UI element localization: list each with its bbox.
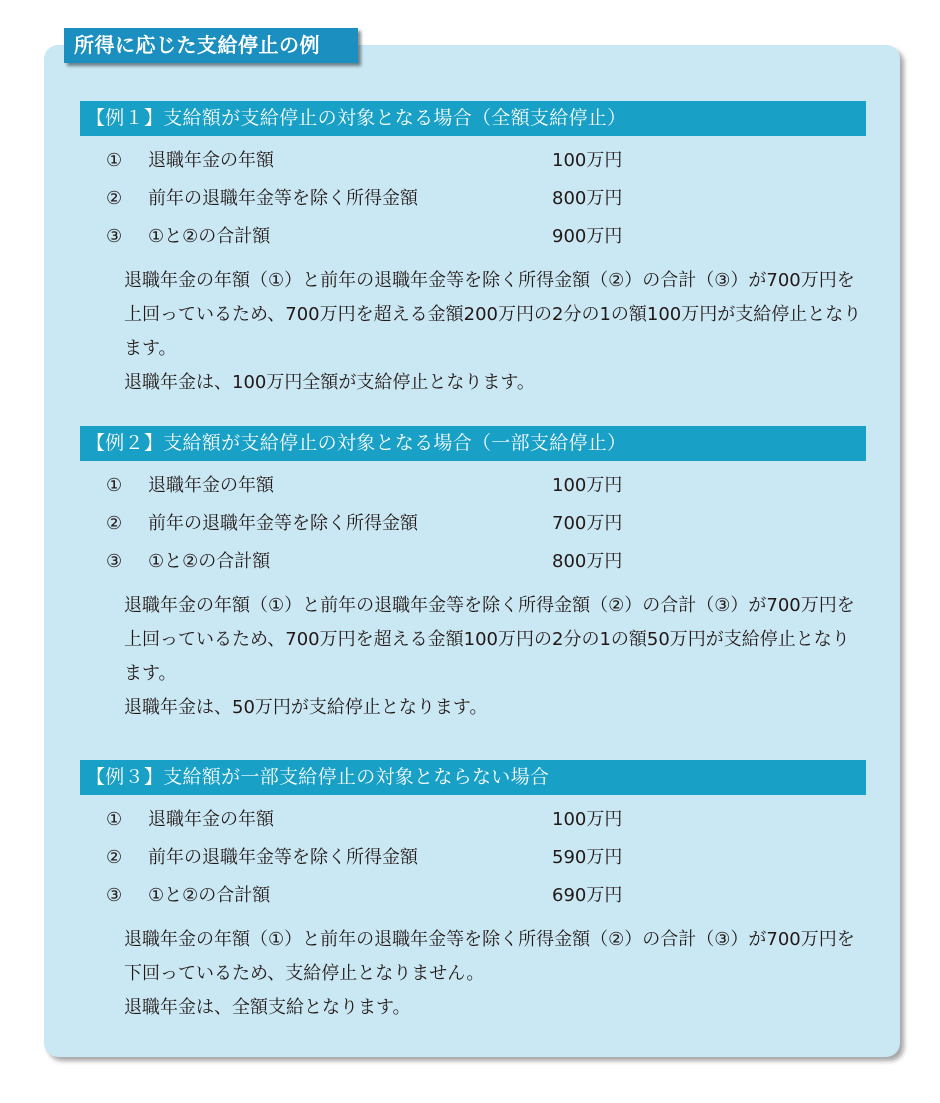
example-1-conclusion: 退職年金は、100万円全額が支給停止となります。: [124, 372, 535, 393]
example-2-item-1: [106, 471, 623, 501]
item-number: ①: [106, 809, 123, 830]
item-amount: 590万円: [552, 847, 623, 868]
item-amount: 900万円: [552, 226, 623, 247]
item-amount: 700万円: [552, 513, 623, 534]
item-number: ③: [106, 551, 123, 572]
item-amount: 690万円: [552, 885, 623, 906]
item-label: 退職年金の年額: [148, 809, 274, 830]
item-amount: 100万円: [552, 809, 623, 830]
item-number: ②: [106, 847, 123, 868]
item-label: 前年の退職年金等を除く所得金額: [148, 847, 418, 868]
item-amount: 800万円: [552, 188, 623, 209]
example-1-item-1: [106, 146, 623, 176]
example-1-text: [106, 264, 866, 400]
item-label: 退職年金の年額: [148, 150, 274, 171]
item-number: ③: [106, 885, 123, 906]
example-3-explanation: 退職年金の年額（①）と前年の退職年金等を除く所得金額（②）の合計（③）が700万円を下回っているため、支給停止となりません。: [124, 929, 855, 984]
item-number: ②: [106, 188, 123, 209]
example-1-item-2: [106, 184, 623, 214]
page-title: 所得に応じた支給停止の例: [64, 28, 358, 63]
example-2-explanation: 退職年金の年額（①）と前年の退職年金等を除く所得金額（②）の合計（③）が700万円を上回っているため、700万円を超える金額100万円の2分の1の額50万円が支給停止となります。: [124, 595, 855, 684]
example-2-item-3: [106, 547, 623, 577]
item-number: ③: [106, 226, 123, 247]
example-2-header: 【例２】支給額が支給停止の対象となる場合（一部支給停止）: [80, 426, 866, 461]
item-number: ②: [106, 513, 123, 534]
example-2-text: [106, 589, 866, 725]
item-label: ①と②の合計額: [148, 226, 271, 247]
item-number: ①: [106, 475, 123, 496]
example-1-item-3: [106, 222, 623, 252]
example-3-conclusion: 退職年金は、全額支給となります。: [124, 997, 411, 1018]
item-label: ①と②の合計額: [148, 885, 271, 906]
example-2-item-2: [106, 509, 623, 539]
item-label: 前年の退職年金等を除く所得金額: [148, 513, 418, 534]
item-amount: 100万円: [552, 150, 623, 171]
item-number: ①: [106, 150, 123, 171]
example-1-explanation: 退職年金の年額（①）と前年の退職年金等を除く所得金額（②）の合計（③）が700万円を上回っているため、700万円を超える金額200万円の2分の1の額100万円が支給停止となります。: [124, 270, 862, 359]
example-3-header: 【例３】支給額が一部支給停止の対象とならない場合: [80, 760, 866, 795]
examples-panel: [44, 45, 900, 1057]
example-2-conclusion: 退職年金は、50万円が支給停止となります。: [124, 697, 488, 718]
item-label: 退職年金の年額: [148, 475, 274, 496]
example-1-header: 【例１】支給額が支給停止の対象となる場合（全額支給停止）: [80, 101, 866, 136]
example-3-item-2: [106, 843, 623, 873]
item-label: ①と②の合計額: [148, 551, 271, 572]
example-3-item-3: [106, 881, 623, 911]
item-amount: 800万円: [552, 551, 623, 572]
item-label: 前年の退職年金等を除く所得金額: [148, 188, 418, 209]
example-3-item-1: [106, 805, 623, 835]
item-amount: 100万円: [552, 475, 623, 496]
example-3-text: [106, 923, 866, 1025]
